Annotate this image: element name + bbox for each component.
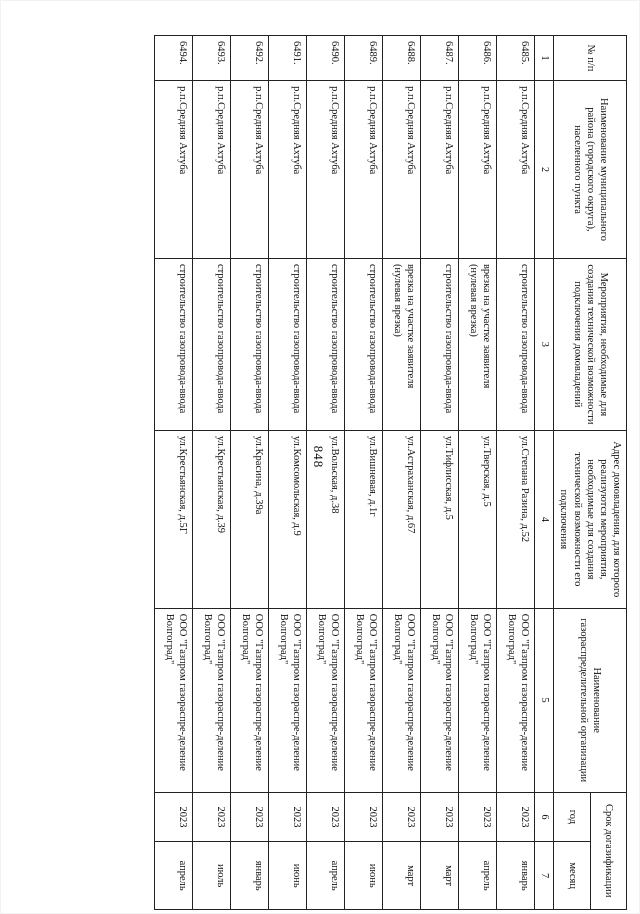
col-number: 1 (534, 36, 554, 81)
row-address: ул.Красина, д.39а (230, 430, 268, 608)
row-year: 2023 (268, 792, 306, 842)
row-address: ул.Степана Разина, д.52 (496, 430, 534, 608)
row-address: ул.Тверская, д.5 (458, 430, 496, 608)
row-organization: ООО "Газпром газораспре-деление Волгоград" (192, 608, 230, 792)
row-address: ул.Комсомольская, д.9 (268, 430, 306, 608)
col-number: 2 (534, 81, 554, 259)
header-year: год (554, 792, 590, 842)
row-organization: ООО "Газпром газораспре-деление Волгоград" (230, 608, 268, 792)
table-row (344, 36, 382, 910)
row-month: июль (192, 842, 230, 910)
row-number: 6491. (268, 36, 306, 81)
row-locality: р.п.Средняя Ахтуба (192, 81, 230, 259)
header-organization: Наименование газораспределительной организации (554, 608, 627, 792)
rotated-table-container (97, 35, 627, 910)
row-address: ул.Астраханская, д.67 (382, 430, 420, 608)
row-locality: р.п.Средняя Ахтуба (230, 81, 268, 259)
row-month: январь (230, 842, 268, 910)
row-year: 2023 (230, 792, 268, 842)
header-measures: Мероприятия, необходимые для создания технической возможности подключения домовладений (554, 258, 627, 430)
table-row (268, 36, 306, 910)
row-address: ул.Тифлисская, д.5 (420, 430, 458, 608)
page-number: 848 (311, 445, 326, 469)
row-locality: р.п.Средняя Ахтуба (496, 81, 534, 259)
row-address: ул.Крестьянская, д.5Г (154, 430, 192, 608)
row-month: июнь (344, 842, 382, 910)
row-measure: строительство газопровода-ввода (420, 258, 458, 430)
row-month: апрель (458, 842, 496, 910)
row-measure: строительство газопровода-ввода (154, 258, 192, 430)
row-number: 6489. (344, 36, 382, 81)
table-row (230, 36, 268, 910)
table-body (154, 36, 534, 910)
row-organization: ООО "Газпром газораспре-деление Волгоград" (306, 608, 344, 792)
row-address: ул.Вишневая, д.1г (344, 430, 382, 608)
row-address: ул.Вольская, д.38 (306, 430, 344, 608)
table-row (382, 36, 420, 910)
row-address: ул.Крестьянская, д.39 (192, 430, 230, 608)
row-locality: р.п.Средняя Ахтуба (306, 81, 344, 259)
table-row (306, 36, 344, 910)
row-month: июнь (268, 842, 306, 910)
row-month: январь (496, 842, 534, 910)
col-number: 6 (534, 792, 554, 842)
header-number: № п/п (554, 36, 627, 81)
row-organization: ООО "Газпром газораспре-деление Волгоград" (382, 608, 420, 792)
row-month: апрель (306, 842, 344, 910)
table-row (496, 36, 534, 910)
row-year: 2023 (192, 792, 230, 842)
gasification-table (154, 35, 627, 910)
row-organization: ООО "Газпром газораспре-деление Волгоград" (268, 608, 306, 792)
header-month: месяц (554, 842, 590, 910)
row-organization: ООО "Газпром газораспре-деление Волгоград" (420, 608, 458, 792)
row-number: 6494. (154, 36, 192, 81)
header-address: Адрес домовладения, для которого реализуются мероприятия, необходимые для создания технической возможности его подключения (554, 430, 627, 608)
table-row (192, 36, 230, 910)
row-measure: строительство газопровода-ввода (268, 258, 306, 430)
row-number: 6485. (496, 36, 534, 81)
row-organization: ООО "Газпром газораспре-деление Волгоград" (496, 608, 534, 792)
row-measure: строительство газопровода-ввода (192, 258, 230, 430)
row-year: 2023 (382, 792, 420, 842)
row-number: 6493. (192, 36, 230, 81)
row-organization: ООО "Газпром газораспре-деление Волгоград" (154, 608, 192, 792)
row-month: март (382, 842, 420, 910)
table-row (154, 36, 192, 910)
row-number: 6486. (458, 36, 496, 81)
table-row (458, 36, 496, 910)
col-number: 5 (534, 608, 554, 792)
row-number: 6490. (306, 36, 344, 81)
row-year: 2023 (420, 792, 458, 842)
col-number: 7 (534, 842, 554, 910)
row-locality: р.п.Средняя Ахтуба (420, 81, 458, 259)
row-measure: врезка на участке заявителя (нулевая врезка) (458, 258, 496, 430)
row-measure: врезка на участке заявителя (нулевая врезка) (382, 258, 420, 430)
row-month: апрель (154, 842, 192, 910)
row-organization: ООО "Газпром газораспре-деление Волгоград" (344, 608, 382, 792)
row-year: 2023 (306, 792, 344, 842)
row-number: 6492. (230, 36, 268, 81)
row-year: 2023 (344, 792, 382, 842)
row-locality: р.п.Средняя Ахтуба (344, 81, 382, 259)
row-month: март (420, 842, 458, 910)
row-measure: строительство газопровода-ввода (344, 258, 382, 430)
row-year: 2023 (458, 792, 496, 842)
row-number: 6488. (382, 36, 420, 81)
row-locality: р.п.Средняя Ахтуба (382, 81, 420, 259)
col-number: 3 (534, 258, 554, 430)
row-locality: р.п.Средняя Ахтуба (268, 81, 306, 259)
table-row (420, 36, 458, 910)
row-number: 6487. (420, 36, 458, 81)
row-year: 2023 (154, 792, 192, 842)
row-measure: строительство газопровода-ввода (230, 258, 268, 430)
col-number: 4 (534, 430, 554, 608)
row-locality: р.п.Средняя Ахтуба (154, 81, 192, 259)
row-year: 2023 (496, 792, 534, 842)
header-term: Срок догазификации (590, 792, 626, 909)
row-measure: строительство газопровода-ввода (496, 258, 534, 430)
row-locality: р.п.Средняя Ахтуба (458, 81, 496, 259)
header-district: Наименование муниципального района (городского округа), населенного пункта (554, 81, 627, 259)
row-organization: ООО "Газпром газораспре-деление Волгоград" (458, 608, 496, 792)
row-measure: строительство газопровода-ввода (306, 258, 344, 430)
